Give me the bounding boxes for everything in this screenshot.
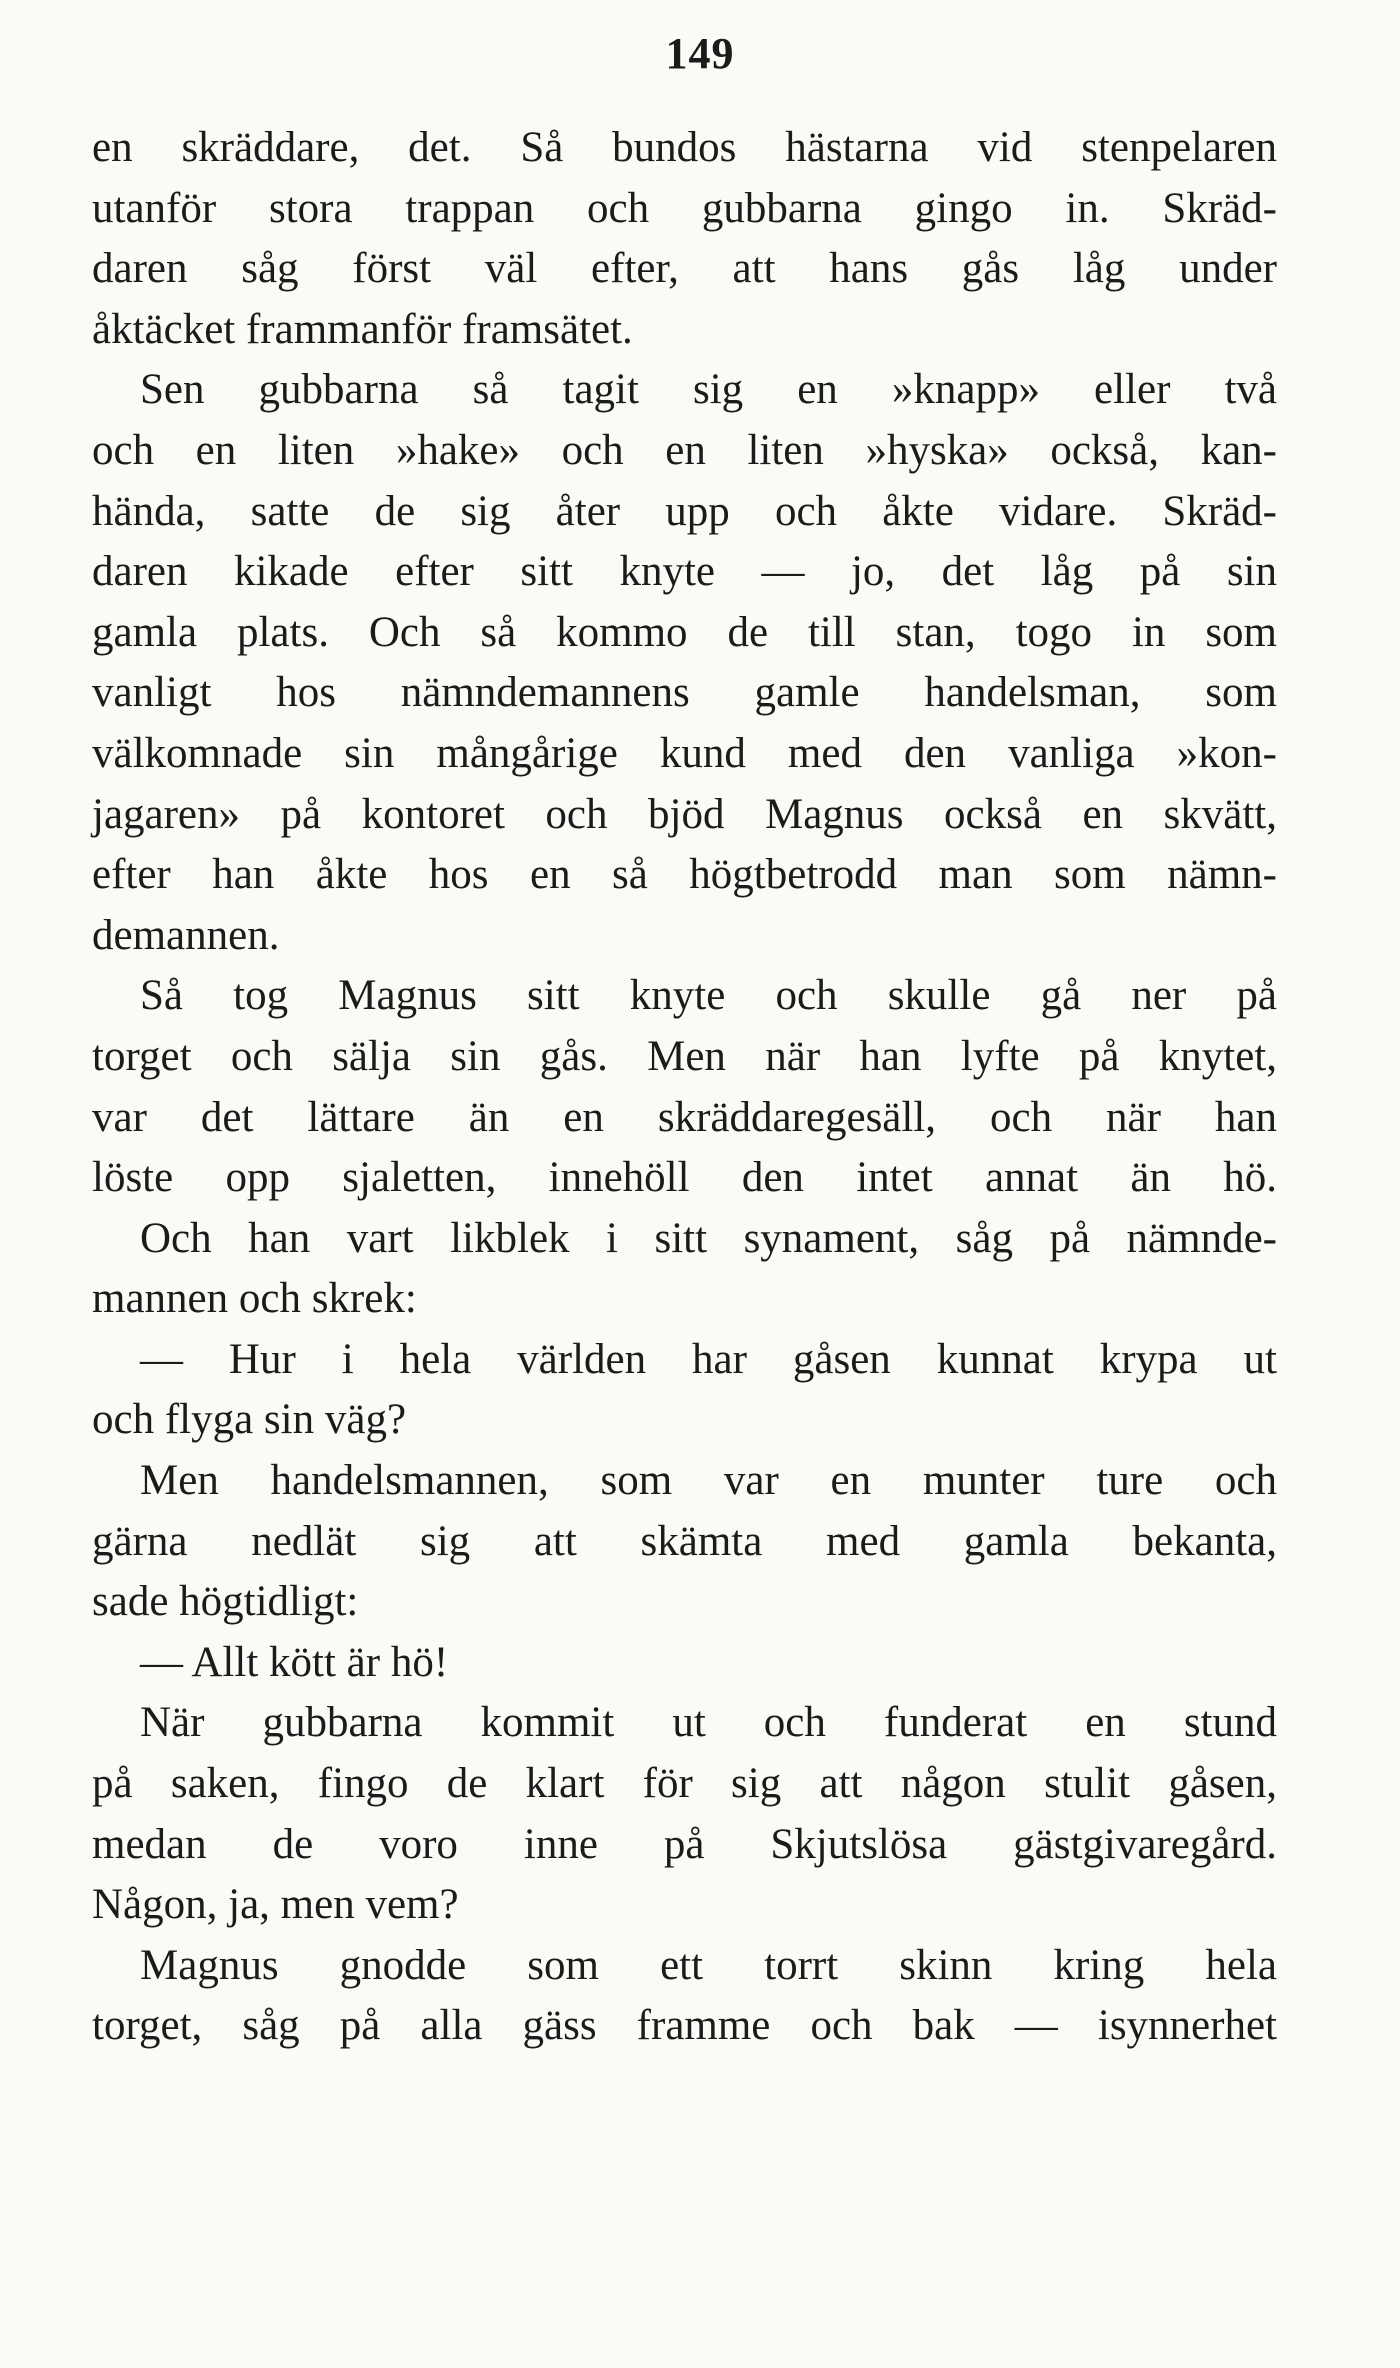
text-line: en skräddare, det. Så bundos hästarna vid stenpelaren [92, 124, 1277, 171]
text-line: daren kikade efter sitt knyte — jo, det låg på sin [92, 548, 1277, 596]
page-number: 149 [665, 29, 735, 78]
text-line: hända, satte de sig åter upp och åkte vidare. Skräd- [92, 487, 1277, 535]
text-line: gärna nedlät sig att skämta med gamla bekanta, [92, 1517, 1277, 1565]
text-line: och en liten »hake» och en liten »hyska» också, kan- [92, 426, 1277, 474]
text-line: demannen. [92, 911, 280, 959]
text-line: daren såg först väl efter, att hans gås låg under [92, 245, 1277, 293]
text-line: — Hur i hela världen har gåsen kunnat krypa ut [140, 1335, 1277, 1383]
text-line: Så tog Magnus sitt knyte och skulle gå ner på [140, 972, 1277, 1020]
text-line: åktäcket frammanför framsätet. [92, 305, 633, 353]
text-line: löste opp sjaletten, innehöll den intet annat än hö. [92, 1154, 1277, 1202]
text-line: gamla plats. Och så kommo de till stan, togo in som [92, 608, 1277, 656]
text-line: torget, såg på alla gäss framme och bak — isynnerhet [92, 2002, 1277, 2050]
text-line: När gubbarna kommit ut och funderat en stund [140, 1699, 1277, 1747]
text-line: sade högtidligt: [92, 1578, 359, 1626]
text-line: utanför stora trappan och gubbarna gingo in. Skräd- [92, 184, 1277, 232]
text-line: jagaren» på kontoret och bjöd Magnus också en skvätt, [92, 790, 1277, 838]
text-line: — Allt kött är hö! [140, 1638, 449, 1686]
body-text [92, 118, 1277, 2057]
text-line: mannen och skrek: [92, 1275, 417, 1323]
text-line: och flyga sin väg? [92, 1396, 407, 1444]
text-line: Och han vart likblek i sitt synament, såg på nämnde- [140, 1214, 1277, 1262]
text-line: medan de voro inne på Skjutslösa gästgivaregård. [92, 1820, 1277, 1868]
text-line: var det lättare än en skräddaregesäll, och när han [92, 1093, 1277, 1141]
text-line: efter han åkte hos en så högtbetrodd man som nämn- [92, 851, 1277, 899]
text-line: torget och sälja sin gås. Men när han lyfte på knytet, [92, 1032, 1277, 1080]
text-line: på saken, fingo de klart för sig att någon stulit gåsen, [92, 1760, 1277, 1808]
text-line: Men handelsmannen, som var en munter ture och [140, 1457, 1277, 1505]
text-line: vanligt hos nämndemannens gamle handelsman, som [92, 669, 1277, 717]
text-line: Någon, ja, men vem? [92, 1881, 459, 1929]
text-line: Magnus gnodde som ett torrt skinn kring hela [140, 1941, 1277, 1989]
text-line: välkomnade sin mångårige kund med den vanliga »kon- [92, 729, 1277, 777]
text-line: Sen gubbarna så tagit sig en »knapp» eller två [140, 366, 1277, 414]
